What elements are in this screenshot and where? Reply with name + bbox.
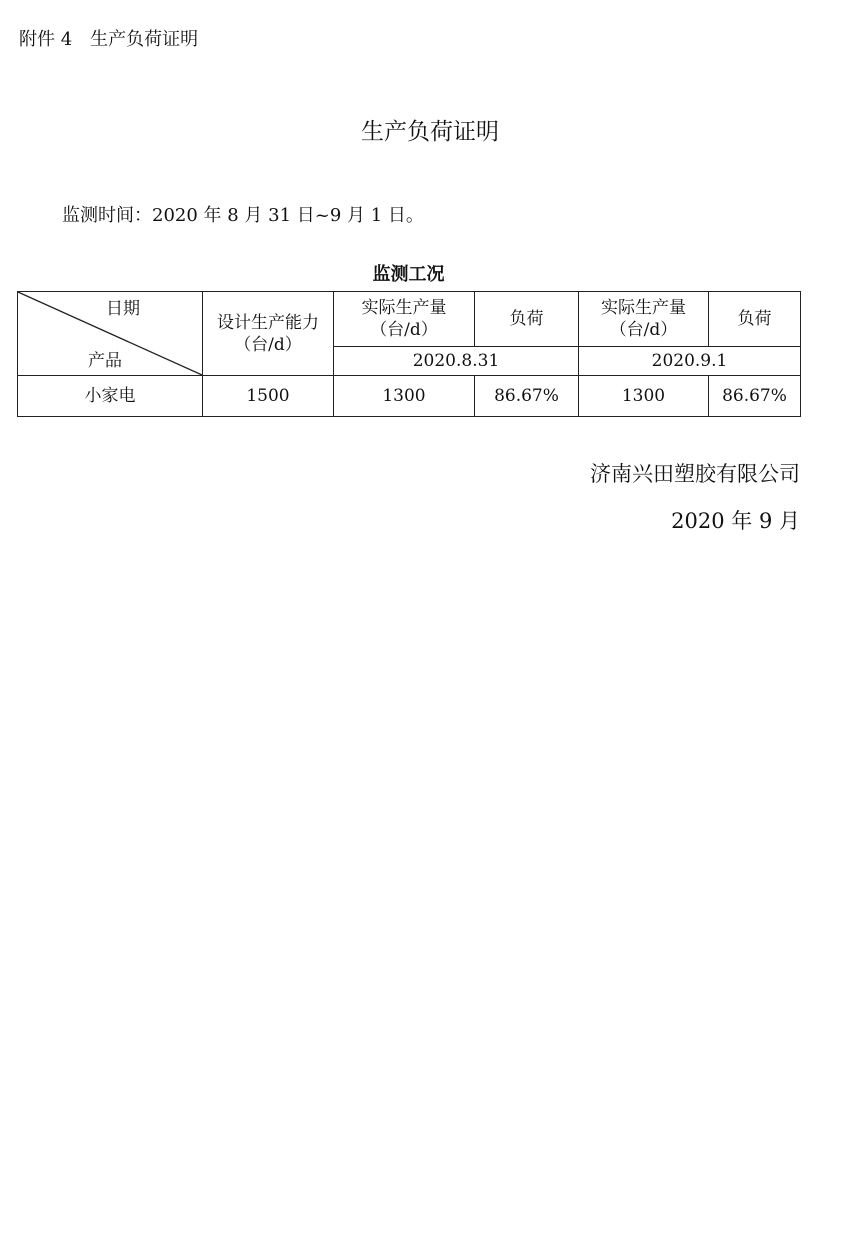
- document-title: 生产负荷证明: [361, 119, 499, 145]
- table-header-row: [18, 292, 801, 347]
- load-cell-day2: 86.67%: [709, 376, 801, 417]
- load-header-day2: 负荷: [709, 292, 801, 347]
- table-caption: 监测工况: [372, 264, 445, 285]
- date-cell-day2: 2020.9.1: [579, 347, 801, 376]
- load-cell-day1: 86.67%: [475, 376, 579, 417]
- corner-date-label: 日期: [106, 299, 140, 319]
- corner-product-label: 产品: [88, 351, 122, 371]
- monitoring-time: 监测时间：2020 年 8 月 31 日~9 月 1 日。: [62, 205, 424, 226]
- working-condition-table: [17, 291, 801, 417]
- company-name: 济南兴田塑胶有限公司: [590, 462, 800, 486]
- corner-cell: [18, 292, 203, 376]
- design-capacity-header: 设计生产能力（台/d）: [203, 292, 334, 376]
- actual-output-cell-day1: 1300: [334, 376, 475, 417]
- actual-output-header-day1: 实际生产量（台/d）: [334, 292, 475, 347]
- actual-output-header-day2: 实际生产量（台/d）: [579, 292, 709, 347]
- table-row: [18, 376, 801, 417]
- design-capacity-cell: 1500: [203, 376, 334, 417]
- date-cell-day1: 2020.8.31: [334, 347, 579, 376]
- load-header-day1: 负荷: [475, 292, 579, 347]
- attachment-label: 附件 4 生产负荷证明: [19, 29, 199, 50]
- signature-date: 2020 年 9 月: [671, 509, 800, 533]
- actual-output-cell-day2: 1300: [579, 376, 709, 417]
- product-cell: 小家电: [18, 376, 203, 417]
